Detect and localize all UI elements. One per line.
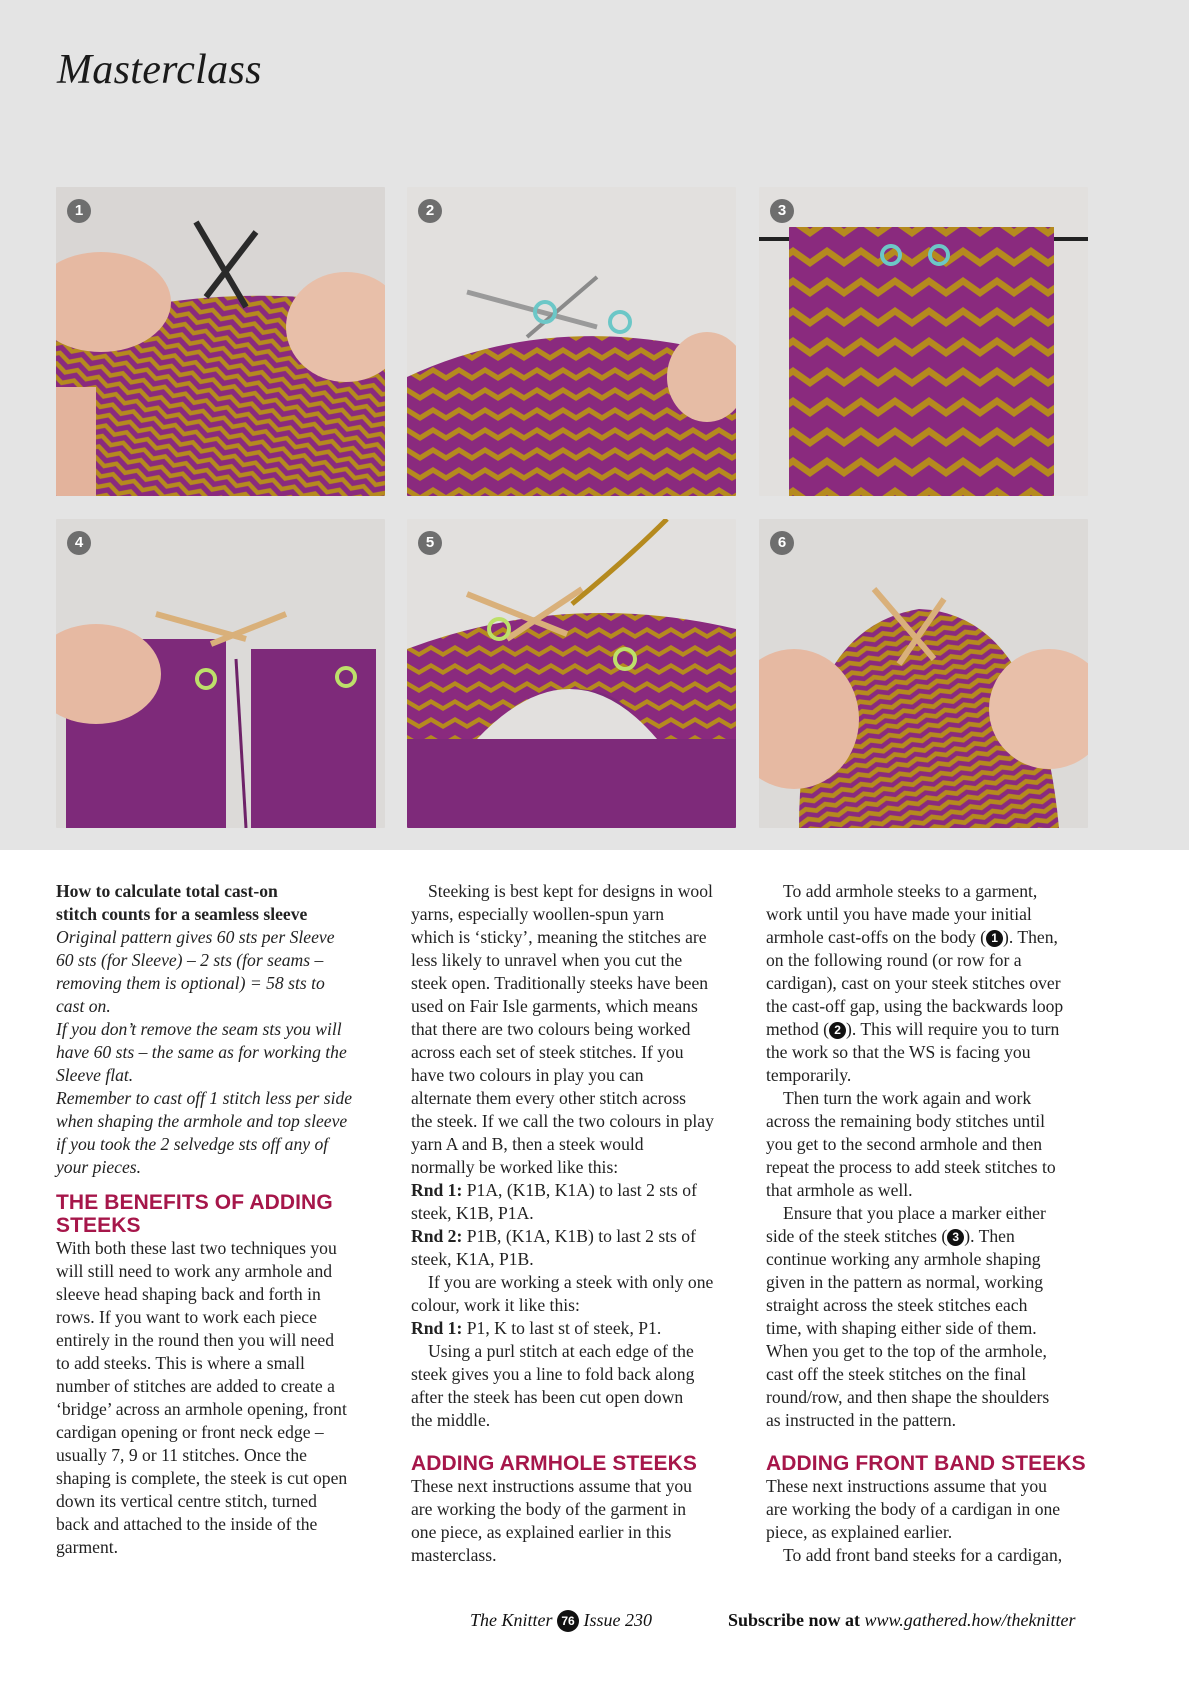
body-line: that there are two colours being worked (411, 1019, 691, 1039)
round-label: Rnd 1: (411, 1318, 463, 1338)
body-line: used on Fair Isle garments, which means (411, 996, 698, 1016)
body-line: the middle. (411, 1410, 491, 1430)
sidebar-heading-line: stitch counts for a seamless sleeve (56, 904, 308, 924)
photo-1 (56, 187, 385, 496)
body-line: If you are working a steek with only one (428, 1272, 714, 1292)
photo-reference-badge: 1 (986, 930, 1003, 947)
body-line: colour, work it like this: (411, 1295, 580, 1315)
body-line: round/row, and then shape the shoulders (766, 1387, 1050, 1407)
body-text: side of the steek stitches ( (766, 1226, 948, 1246)
section-heading: ADDING ARMHOLE STEEKS (411, 1452, 697, 1475)
knitting-photo-6-icon (759, 519, 1088, 828)
body-line: garment. (56, 1537, 119, 1557)
text-column-1 (56, 880, 386, 1559)
body-line: normally be worked like this: (411, 1157, 619, 1177)
photo-reference-badge: 3 (947, 1229, 964, 1246)
page-number: 76 (557, 1610, 579, 1632)
body-line: repeat the process to add steek stitches to (766, 1157, 1056, 1177)
body-line: temporarily. (766, 1065, 852, 1085)
body-line: Using a purl stitch at each edge of the (428, 1341, 694, 1361)
body-line: have two colours in play you can (411, 1065, 644, 1085)
sidebar-line: Remember to cast off 1 stitch less per side (56, 1088, 353, 1108)
section-heading: THE BENEFITS OF ADDING (56, 1191, 333, 1214)
sidebar-line: If you don’t remove the seam sts you will (56, 1019, 342, 1039)
body-line: steek, K1A, P1B. (411, 1249, 534, 1269)
body-line: usually 7, 9 or 11 stitches. Once the (56, 1445, 307, 1465)
body-line: When you get to the top of the armhole, (766, 1341, 1047, 1361)
knitting-photo-4-icon (56, 519, 385, 828)
body-line: shaping is complete, the steek is cut open (56, 1468, 348, 1488)
round-text: P1, K to last st of steek, P1. (462, 1318, 662, 1338)
body-line: These next instructions assume that you (766, 1476, 1047, 1496)
round-instruction (411, 1225, 741, 1248)
body-text: method ( (766, 1019, 830, 1039)
sidebar-line: 60 sts (for Sleeve) – 2 sts (for seams – (56, 950, 324, 970)
sidebar-line: have 60 sts – the same as for working the (56, 1042, 347, 1062)
section-heading: STEEKS (56, 1214, 141, 1237)
step-number-badge: 2 (418, 199, 442, 223)
body-line: across the remaining body stitches until (766, 1111, 1046, 1131)
round-text: P1B, (K1A, K1B) to last 2 sts of (462, 1226, 696, 1246)
step-number-badge: 1 (67, 199, 91, 223)
knitting-photo-2-icon (407, 187, 736, 496)
subscribe-link[interactable]: www.gathered.how/theknitter (864, 1610, 1076, 1630)
body-line: rows. If you want to work each piece (56, 1307, 317, 1327)
body-line: are working the body of the garment in (411, 1499, 687, 1519)
body-line: the work so that the WS is facing you (766, 1042, 1031, 1062)
body-line: cardigan opening or front neck edge – (56, 1422, 324, 1442)
body-line: alternate them every other stitch across (411, 1088, 687, 1108)
sidebar-line: cast on. (56, 996, 111, 1016)
issue-number: Issue 230 (583, 1610, 653, 1630)
body-line: the cast-off gap, using the backwards loop (766, 996, 1064, 1016)
step-number-badge: 5 (418, 531, 442, 555)
sidebar-line: Original pattern gives 60 sts per Sleeve (56, 927, 335, 947)
body-line: to add steeks. This is where a small (56, 1353, 305, 1373)
photo-5 (407, 519, 736, 828)
body-line (766, 926, 1096, 949)
round-label: Rnd 1: (411, 1180, 463, 1200)
body-line: that armhole as well. (766, 1180, 913, 1200)
sidebar-line: if you took the 2 selvedge sts off any of (56, 1134, 329, 1154)
body-line: number of stitches are added to create a (56, 1376, 335, 1396)
body-line: on the following round (or row for a (766, 950, 1022, 970)
body-line: ‘bridge’ across an armhole opening, front (56, 1399, 347, 1419)
body-line: are working the body of a cardigan in one (766, 1499, 1061, 1519)
body-line: cardigan), cast on your steek stitches over (766, 973, 1061, 993)
body-line: Steeking is best kept for designs in wool (428, 881, 713, 901)
body-line: work until you have made your initial (766, 904, 1032, 924)
step-number-badge: 6 (770, 531, 794, 555)
body-line: down its vertical centre stitch, turned (56, 1491, 317, 1511)
body-line: as instructed in the pattern. (766, 1410, 957, 1430)
sidebar-line: your pieces. (56, 1157, 142, 1177)
round-label: Rnd 2: (411, 1226, 463, 1246)
page-title: Masterclass (57, 47, 262, 93)
body-text: ). This will require you to turn (846, 1019, 1060, 1039)
photo-4 (56, 519, 385, 828)
body-line: given in the pattern as normal, working (766, 1272, 1044, 1292)
step-number-badge: 3 (770, 199, 794, 223)
body-line (766, 1018, 1096, 1041)
body-line: To add armhole steeks to a garment, (783, 881, 1038, 901)
text-column-3 (766, 880, 1096, 1567)
body-line: Ensure that you place a marker either (783, 1203, 1046, 1223)
body-line: steek, K1B, P1A. (411, 1203, 534, 1223)
round-text: P1A, (K1B, K1A) to last 2 sts of (462, 1180, 697, 1200)
body-line: straight across the steek stitches each (766, 1295, 1028, 1315)
body-line: steek gives you a line to fold back along (411, 1364, 695, 1384)
body-line: you get to the second armhole and then (766, 1134, 1043, 1154)
sidebar-line: Sleeve flat. (56, 1065, 134, 1085)
body-line: less likely to unravel when you cut the (411, 950, 683, 970)
body-line (766, 1225, 1096, 1248)
subscribe-text: Subscribe now at (728, 1610, 861, 1630)
text-column-2 (411, 880, 741, 1567)
body-line: masterclass. (411, 1545, 497, 1565)
body-line: which is ‘sticky’, meaning the stitches are (411, 927, 707, 947)
body-line: cast off the steek stitches on the final (766, 1364, 1027, 1384)
photo-3 (759, 187, 1088, 496)
body-line: will still need to work any armhole and (56, 1261, 333, 1281)
sidebar-heading-line: How to calculate total cast-on (56, 881, 278, 901)
body-line: after the steek has been cut open down (411, 1387, 684, 1407)
body-line: steek open. Traditionally steeks have been (411, 973, 709, 993)
knitting-photo-3-icon (759, 187, 1088, 496)
body-line: piece, as explained earlier. (766, 1522, 953, 1542)
body-line: across each set of steek stitches. If you (411, 1042, 684, 1062)
knitting-photo-1-icon (56, 187, 385, 496)
step-number-badge: 4 (67, 531, 91, 555)
knitting-photo-5-icon (407, 519, 736, 828)
body-line: Then turn the work again and work (783, 1088, 1032, 1108)
body-line: one piece, as explained earlier in this (411, 1522, 672, 1542)
section-heading: ADDING FRONT BAND STEEKS (766, 1452, 1086, 1475)
footer-subscribe (728, 1610, 1076, 1631)
body-line: time, with shaping either side of them. (766, 1318, 1037, 1338)
round-instruction (411, 1317, 741, 1340)
body-line: entirely in the round then you will need (56, 1330, 335, 1350)
body-line: To add front band steeks for a cardigan, (783, 1545, 1063, 1565)
sidebar-line: when shaping the armhole and top sleeve (56, 1111, 348, 1131)
photo-2 (407, 187, 736, 496)
footer-magazine (470, 1610, 652, 1632)
body-line: These next instructions assume that you (411, 1476, 692, 1496)
sidebar-line: removing them is optional) = 58 sts to (56, 973, 325, 993)
photo-reference-badge: 2 (829, 1022, 846, 1039)
body-line: With both these last two techniques you (56, 1238, 337, 1258)
round-instruction (411, 1179, 741, 1202)
body-line: continue working any armhole shaping (766, 1249, 1041, 1269)
body-text: ). Then, (1003, 927, 1058, 947)
body-line: yarns, especially woollen-spun yarn (411, 904, 665, 924)
body-line: back and attached to the inside of the (56, 1514, 318, 1534)
body-line: the steek. If we call the two colours in play (411, 1111, 714, 1131)
body-text: ). Then (964, 1226, 1015, 1246)
magazine-name: The Knitter (470, 1610, 553, 1630)
body-text: armhole cast-offs on the body ( (766, 927, 987, 947)
photo-6 (759, 519, 1088, 828)
body-line: sleeve head shaping back and forth in (56, 1284, 321, 1304)
body-line: yarn A and B, then a steek would (411, 1134, 644, 1154)
